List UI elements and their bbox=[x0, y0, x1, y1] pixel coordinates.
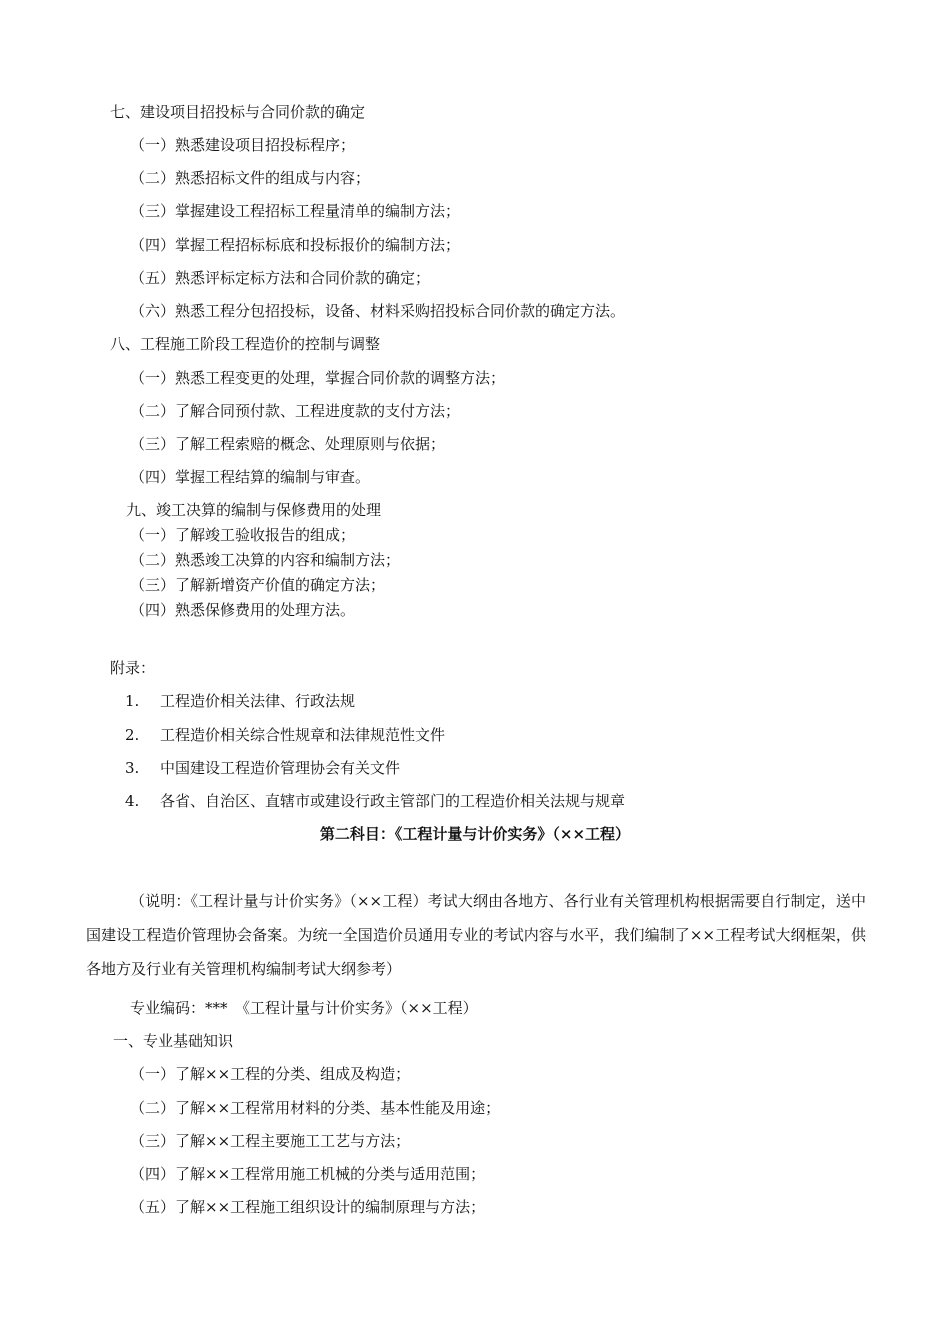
subject-2-note: （说明：《工程计量与计价实务》（××工程）考试大纲由各地方、各行业有关管理机构根据需要自行制定，送中国建设工程造价管理协会备案。为统一全国造价员通用专业的考试内容与水平，我们编制了××工程考试大纲框架，供各地方及行业有关管理机构编制考试大纲参考） bbox=[86, 892, 866, 978]
section-7-item-3: （三）掌握建设工程招标工程量清单的编制方法； bbox=[130, 202, 461, 220]
subject-2-section-1-item-4: （四）了解××工程常用施工机械的分类与适用范围； bbox=[130, 1165, 486, 1183]
appendix-item-text: 工程造价相关法律、行政法规 bbox=[160, 692, 356, 710]
subject-2-section-1-item-5: （五）了解××工程施工组织设计的编制原理与方法； bbox=[130, 1198, 486, 1216]
section-7-item-1: （一）熟悉建设项目招投标程序； bbox=[130, 136, 356, 154]
section-8-item-3: （三）了解工程索赔的概念、处理原则与依据； bbox=[130, 435, 446, 453]
section-9-heading: 九、竣工决算的编制与保修费用的处理 bbox=[126, 501, 382, 519]
section-7-item-5: （五）熟悉评标定标方法和合同价款的确定； bbox=[130, 269, 431, 287]
appendix-item-number: 1. bbox=[125, 692, 140, 710]
section-9-item-2: （二）熟悉竣工决算的内容和编制方法； bbox=[130, 551, 401, 569]
section-7-item-4: （四）掌握工程招标标底和投标报价的编制方法； bbox=[130, 236, 461, 254]
appendix-item-number: 4. bbox=[125, 792, 140, 810]
section-7-item-6: （六）熟悉工程分包招投标，设备、材料采购招投标合同价款的确定方法。 bbox=[130, 302, 626, 320]
section-9-item-4: （四）熟悉保修费用的处理方法。 bbox=[130, 601, 356, 619]
section-8-item-4: （四）掌握工程结算的编制与审查。 bbox=[130, 468, 371, 486]
section-8-heading: 八、工程施工阶段工程造价的控制与调整 bbox=[110, 335, 381, 353]
appendix-item-text: 中国建设工程造价管理协会有关文件 bbox=[160, 759, 401, 777]
appendix-heading: 附录： bbox=[110, 659, 156, 677]
section-9-item-3: （三）了解新增资产价值的确定方法； bbox=[130, 576, 386, 594]
section-8-item-2: （二）了解合同预付款、工程进度款的支付方法； bbox=[130, 402, 461, 420]
appendix-item-number: 2. bbox=[125, 726, 140, 744]
subject-2-section-1-item-2: （二）了解××工程常用材料的分类、基本性能及用途； bbox=[130, 1099, 501, 1117]
subject-code-line: 专业编码：*** 《工程计量与计价实务》（××工程） bbox=[130, 999, 478, 1017]
subject-2-section-1-heading: 一、专业基础知识 bbox=[113, 1032, 234, 1050]
appendix-item-number: 3. bbox=[125, 759, 140, 777]
appendix-item-text: 工程造价相关综合性规章和法律规范性文件 bbox=[160, 726, 446, 744]
subject-2-section-1-item-1: （一）了解××工程的分类、组成及构造； bbox=[130, 1065, 411, 1083]
section-7-heading: 七、建设项目招投标与合同价款的确定 bbox=[110, 103, 366, 121]
appendix-item-text: 各省、自治区、直辖市或建设行政主管部门的工程造价相关法规与规章 bbox=[160, 792, 626, 810]
section-9-item-1: （一）了解竣工验收报告的组成； bbox=[130, 526, 356, 544]
section-8-item-1: （一）熟悉工程变更的处理，掌握合同价款的调整方法； bbox=[130, 369, 506, 387]
section-7-item-2: （二）熟悉招标文件的组成与内容； bbox=[130, 169, 371, 187]
subject-2-section-1-item-3: （三）了解××工程主要施工工艺与方法； bbox=[130, 1132, 411, 1150]
subject-2-title: 第二科目：《工程计量与计价实务》（××工程） bbox=[319, 825, 631, 843]
